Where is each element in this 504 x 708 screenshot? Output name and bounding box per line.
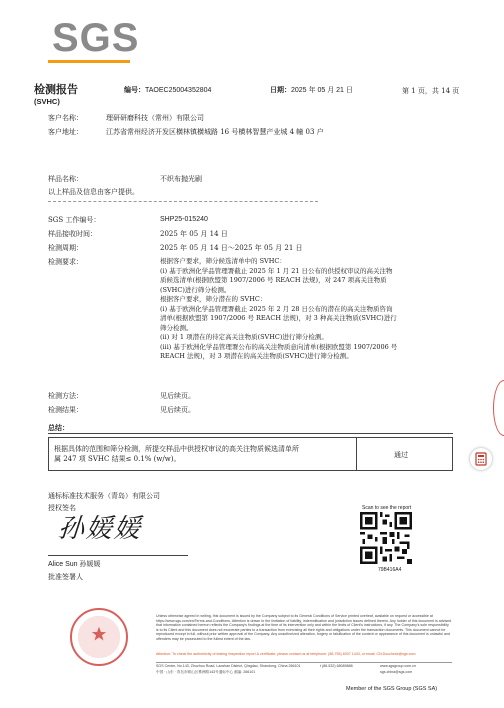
inspection-seal [70,608,128,666]
edge-seal-arc [493,380,504,436]
number-value: TAOEC25004352804 [145,87,212,94]
signature-script: 孙媛媛 [55,514,149,544]
request-line: (ii) 对 1 项潜在的待定高关注物质(SVHC)进行筛分检测。 [160,333,328,341]
footer-rule [156,662,452,663]
request-line: 筛分检测。 [160,323,193,332]
request-line: (i) 基于欧洲化学品管理署截止 2025 年 2 月 28 日公布的潜在的高关注物质咨询 [160,304,393,313]
footer-phone: t (86-532) 68089888 [320,664,353,668]
footer-email[interactable]: sgs.china@sgs.com [380,670,413,674]
sample-name-value: 不织布抛光刷 [160,175,202,183]
qr-code[interactable] [360,512,412,564]
conclusion-text [54,444,354,464]
request-line: (SVHC)进行筛分检测。 [160,285,231,294]
signature-line [48,555,188,556]
date-value: 2025 年 05 月 21 日 [291,87,353,94]
footer-address-cn: 中国 · 山东 · 青岛市崂山区株洲路143号通标中心 邮编: 266101 [156,670,256,674]
request-line: 清单(根据欧盟第 1907/2006 号 REACH 法规)，对 3 种高关注物质(SVHC)进行 [160,314,397,322]
test-request-label: 检测要求： [48,258,83,266]
logo-underline [48,60,130,63]
test-period-label: 检测周期： [48,244,83,252]
page-info: 第 1 页，共 14 页 [402,87,460,95]
request-line: (i) 基于欧洲化学品管理署截止 2025 年 1 月 21 日公布的供授权审议的高关注物 [160,266,393,275]
signer-name: Alice Sun 孙媛媛 [48,561,101,568]
number-label: 编号： [124,87,145,94]
sgs-logo: SGS [52,16,140,60]
calculator-icon [470,448,492,470]
receive-date-value: 2025 年 05 月 14 日 [160,230,228,238]
summary-rule [48,433,453,434]
client-name-value: 理研研磨科技（常州）有限公司 [106,114,204,122]
job-number-value: SHP25-015240 [160,216,208,223]
footer-web[interactable]: www.sgsgroup.com.cn [380,664,416,668]
authenticity-notice: Attention: To check the authenticity of testing /inspection report & certificate, please contact us at telephone: (86-755) 8307 1443, or email: CN.Doccheck@sgs.com [156,652,416,656]
qr-caption: Scan to see the report [362,505,412,511]
request-line: REACH 法规)，对 3 项潜在的高关注物质(SVHC)进行筛分检测。 [160,352,353,360]
legal-disclaimer: Unless otherwise agreed in writing, this document is issued by the Company subject to its General Conditions of Service printed overleaf, available on request or accessible at https://www.sgs.com/en/Terms-and-Conditions. Attention is drawn to the limitation of liability, indemnification and jurisdiction issues defined therein. Any holder of this document is advised that information contained hereon reflects the Company's findings at the time of its intervention only and within the limits of Client's instructions, if any. The Company's sole responsibility is to its Client and this document does not exonerate parties to a transaction from exercising all their rights and obligations under the transaction documents. This document cannot be reproduced except in full, without prior written approval of the Company. Any unauthorized alteration, forgery or falsification of the content or appearance of this document is unlawful and offenders may be prosecuted to the fullest extent of the law. [156,614,452,641]
footer-address-en: SGS Center, No.143, Zhuzhou Road, Laoshan District, Qingdao, Shandong, China 266101 [156,664,301,668]
report-number [124,86,211,96]
test-method-label: 检测方法： [48,392,83,400]
request-line: 根据客户要求，筛分候选清单中的 SVHC： [160,257,286,265]
request-line: 根据客户要求，筛分潜在的 SVHC： [160,295,267,303]
request-line: (iii) 基于欧洲化学品管理署公布的高关注物质意向清单(根据欧盟第 1907/2006 号 [160,342,398,351]
report-subtitle: (SVHC) [34,97,60,106]
handwritten-signature [55,512,180,550]
sample-name-label: 样品名称： [48,175,83,183]
client-address-value: 江苏省常州经济开发区横林镇横城路 16 号横林智慧产业城 4 幢 03 户 [106,128,324,136]
receive-date-label: 样品接收时间： [48,230,97,238]
client-name-label: 客户名称： [48,114,83,122]
test-result-label: 检测结果： [48,406,83,414]
sample-note: 以上样品及信息由客户提供。 [48,188,139,196]
date-label: 日期： [270,87,291,94]
dashed-divider [48,201,318,202]
authorized-signature-label: 授权签名 [48,504,76,512]
qr-code-text: 79B416A4 [378,567,402,573]
floating-calculator-button[interactable] [470,448,492,470]
summary-label: 总结： [48,423,69,432]
report-date [270,86,353,96]
verdict: 通过 [394,451,408,459]
job-number-label: SGS 工作编号： [48,216,101,224]
test-request-body [160,257,460,362]
test-method-value: 见后续页。 [160,392,195,400]
conclusion-divider [356,437,357,471]
client-address-label: 客户地址： [48,128,83,136]
conclusion-line: 根据具体的范围和筛分检测，所提交样品中供授权审议的高关注物质候选清单所 [54,445,299,453]
conclusion-line: 属 247 项 SVHC 结果≤ 0.1% (w/w)。 [54,455,181,463]
signer-role: 批准签署人 [48,573,83,581]
test-result-value: 见后续页。 [160,406,195,414]
report-title: 检测报告 [34,83,78,96]
member-statement: Member of the SGS Group (SGS SA) [346,686,438,692]
test-period-value: 2025 年 05 月 14 日～2025 年 05 月 21 日 [160,244,303,252]
request-line: 质候选清单(根据欧盟第 1907/2006 号 REACH 法规)，对 247 项高关注物质 [160,276,387,284]
lab-company: 通标标准技术服务（青岛）有限公司 [48,492,160,500]
